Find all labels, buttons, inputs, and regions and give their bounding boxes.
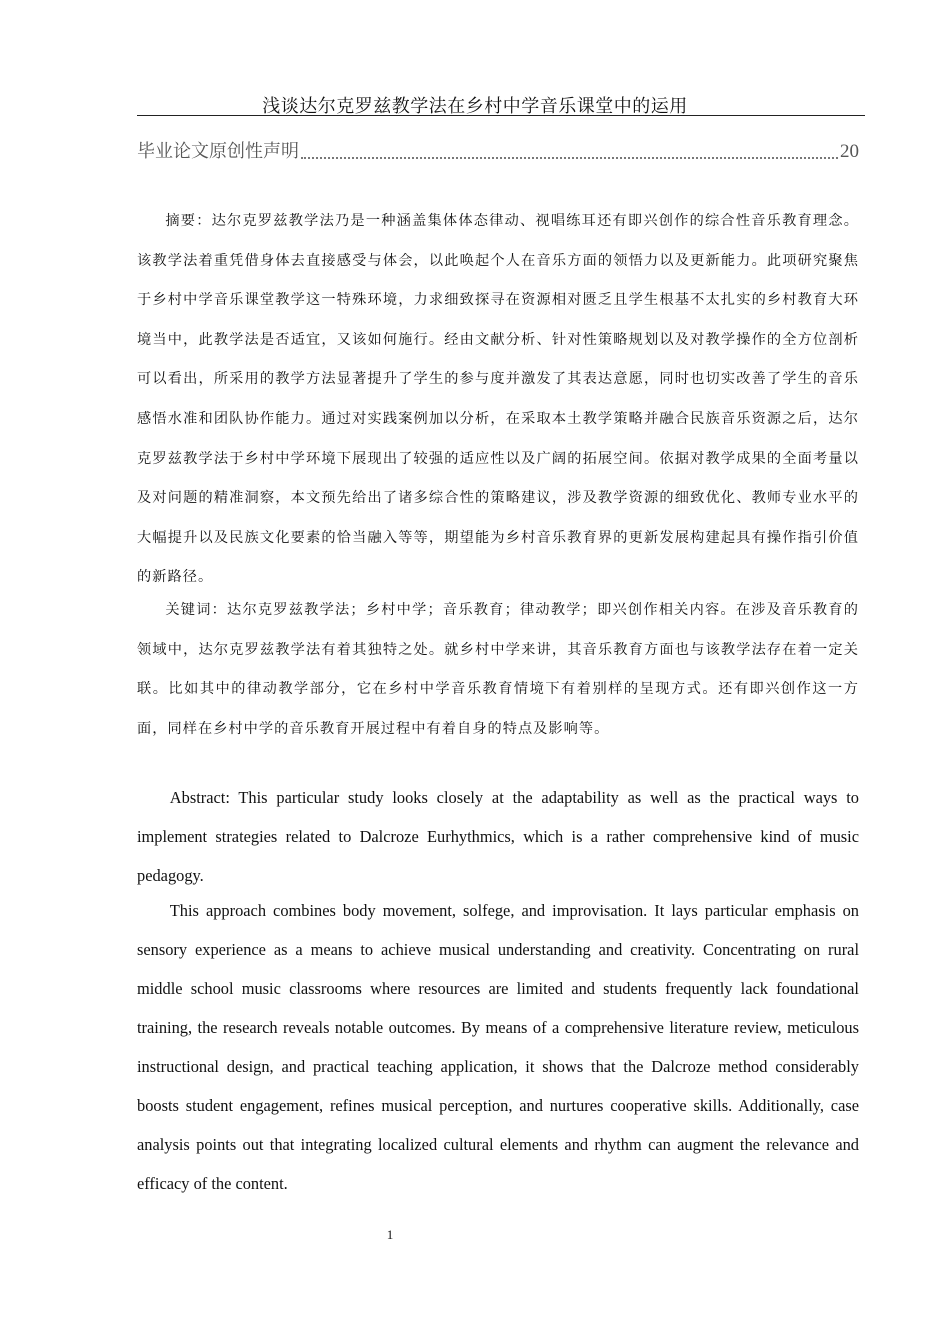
header-divider — [137, 115, 865, 116]
english-abstract-paragraph-2: This approach combines body movement, solfege, and improvisation. It lays particular emphasis on sensory experience as a means to achieve musical understanding and creativity. Concentrating on rural middle school music classrooms where resources are limited and students frequently lack foundational training, the research reveals notable outcomes. By means of a comprehensive literature review, meticulous instructional design, and practical teaching application, it shows that the Dalcroze method considerably boosts student engagement, refines musical perception, and nurtures cooperative skills. Additionally, case analysis points out that integrating localized cultural elements and rhythm can augment the relevance and efficacy of the content. — [137, 901, 859, 1193]
chinese-keywords: 关键词：达尔克罗兹教学法；乡村中学；音乐教育；律动教学；即兴创作相关内容。在涉及音乐教育的领域中，达尔克罗兹教学法有着其独特之处。就乡村中学来讲，其音乐教育方面也与该教学法存在着一定关联。比如其中的律动教学部分，它在乡村中学音乐教育情境下有着别样的呈现方式。还有即兴创作这一方面，同样在乡村中学的音乐教育开展过程中有着自身的特点及影响等。 — [137, 602, 859, 737]
page-number: 1 — [386, 1227, 394, 1242]
toc-entry-label: 毕业论文原创性声明 — [137, 141, 299, 162]
toc-entry[interactable] — [137, 137, 859, 165]
chinese-abstract: 摘要：达尔克罗兹教学法乃是一种涵盖集体体态律动、视唱练耳还有即兴创作的综合性音乐教育理念。该教学法着重凭借身体去直接感受与体会，以此唤起个人在音乐方面的领悟力以及更新能力。此项研究聚焦于乡村中学音乐课堂教学这一特殊环境，力求细致探寻在资源相对匮乏且学生根基不太扎实的乡村教育大环境当中，此教学法是否适宜，又该如何施行。经由文献分析、针对性策略规划以及对教学操作的全方位剖析可以看出，所采用的教学方法显著提升了学生的参与度并激发了其表达意愿，同时也切实改善了学生的音乐感悟水准和团队协作能力。通过对实践案例加以分析，在采取本土教学策略并融合民族音乐资源之后，达尔克罗兹教学法于乡村中学环境下展现出了较强的适应性以及广阔的拓展空间。依据对教学成果的全面考量以及对问题的精准洞察，本文预先给出了诸多综合性的策略建议，涉及教学资源的细致优化、教师专业水平的大幅提升以及民族文化要素的恰当融入等等，期望能为乡村音乐教育界的更新发展构建起具有操作指引价值的新路径。 — [137, 213, 859, 586]
running-header-title: 浅谈达尔克罗兹教学法在乡村中学音乐课堂中的运用 — [262, 96, 688, 117]
english-abstract-paragraph-1: Abstract: This particular study looks closely at the adaptability as well as the practical ways to implement strategies related to Dalcroze Eurhythmics, which is a rather comprehensive kind of music pedagogy. — [137, 788, 859, 885]
toc-entry-page: 20 — [840, 141, 859, 162]
toc-leader-dots — [301, 141, 838, 159]
